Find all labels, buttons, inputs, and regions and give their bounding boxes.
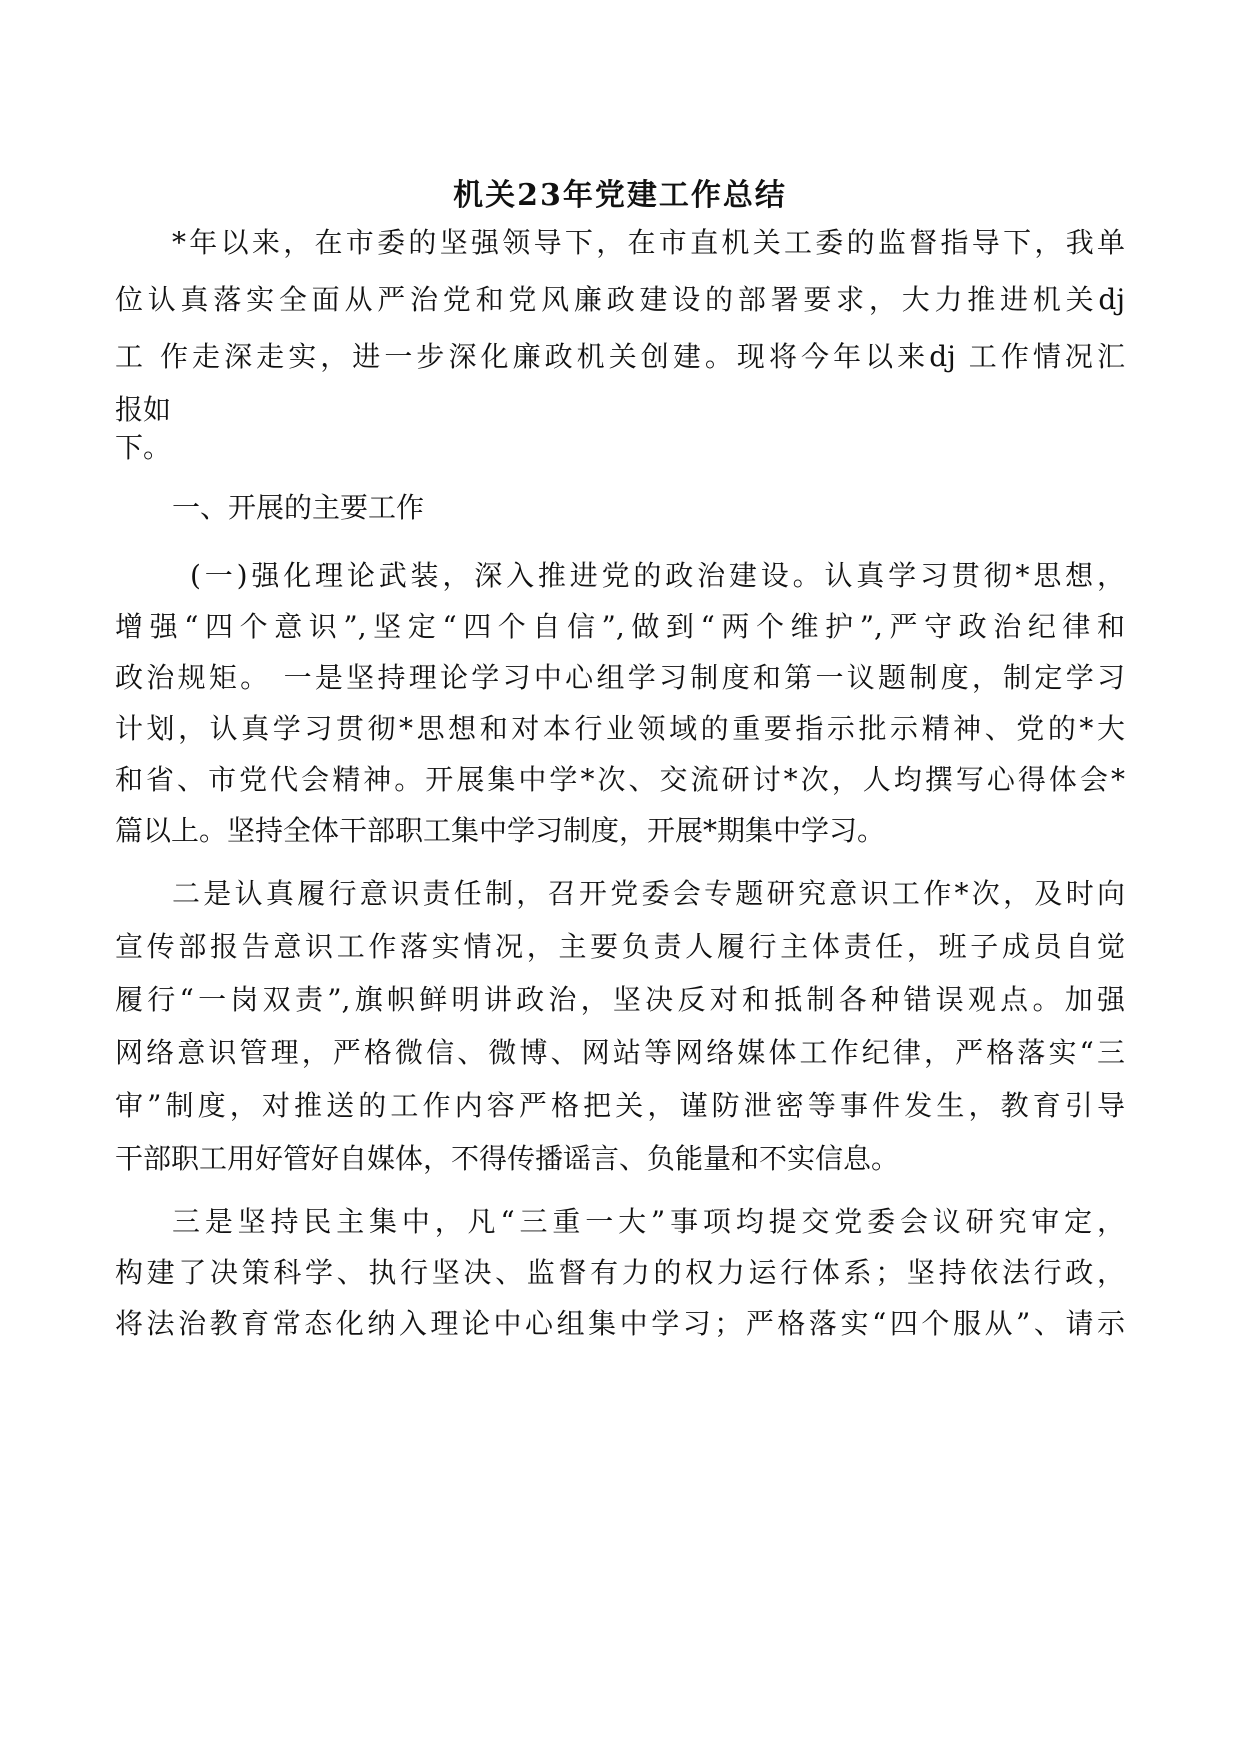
intro-line: 下。 [115, 431, 172, 464]
paragraph-line: 网络意识管理，严格微信、微博、网站等网络媒体工作纪律，严格落实“三 [115, 1036, 1125, 1069]
paragraph-line: 将法治教育常态化纳入理论中心组集中学习；严格落实“四个服从”、请示 [115, 1307, 1125, 1340]
paragraph-line: 和省、市党代会精神。开展集中学*次、交流研讨*次，人均撰写心得体会* [115, 763, 1125, 796]
intro-line: 报如 [115, 393, 172, 426]
paragraph-line: 履行“一岗双责”,旗帜鲜明讲政治，坚决反对和抵制各种错误观点。加强 [115, 983, 1125, 1016]
paragraph-line: 政治规矩。 一是坚持理论学习中心组学习制度和第一议题制度，制定学习 [115, 661, 1125, 694]
paragraph-line: 构建了决策科学、执行坚决、监督有力的权力运行体系；坚持依法行政， [115, 1256, 1125, 1289]
paragraph-line: 宣传部报告意识工作落实情况，主要负责人履行主体责任，班子成员自觉 [115, 930, 1125, 963]
paragraph-line: 计划，认真学习贯彻*思想和对本行业领域的重要指示批示精神、党的*大 [115, 712, 1125, 745]
section-heading: 一、开展的主要工作 [172, 491, 425, 524]
paragraph-line: 篇以上。坚持全体干部职工集中学习制度，开展*期集中学习。 [115, 814, 886, 847]
paragraph-line: 二是认真履行意识责任制，召开党委会专题研究意识工作*次，及时向 [172, 877, 1125, 910]
paragraph-line: 三是坚持民主集中，凡“三重一大”事项均提交党委会议研究审定， [172, 1205, 1125, 1238]
intro-line: 工 作走深走实，进一步深化廉政机关创建。现将今年以来dj 工作情况汇 [115, 340, 1125, 373]
paragraph-line: 干部职工用好管好自媒体，不得传播谣言、负能量和不实信息。 [115, 1142, 900, 1175]
intro-line: 位认真落实全面从严治党和党风廉政建设的部署要求，大力推进机关dj [115, 283, 1125, 316]
paragraph-line: 审”制度，对推送的工作内容严格把关，谨防泄密等事件发生，教育引导 [115, 1089, 1125, 1122]
page-title: 机关23年党建工作总结 [453, 178, 787, 213]
paragraph-line: 增强“四个意识”,坚定“四个自信”,做到“两个维护”,严守政治纪律和 [115, 610, 1125, 643]
paragraph-line: (一)强化理论武装，深入推进党的政治建设。认真学习贯彻*思想， [190, 559, 1125, 592]
intro-line: *年以来，在市委的坚强领导下，在市直机关工委的监督指导下，我单 [172, 226, 1125, 259]
